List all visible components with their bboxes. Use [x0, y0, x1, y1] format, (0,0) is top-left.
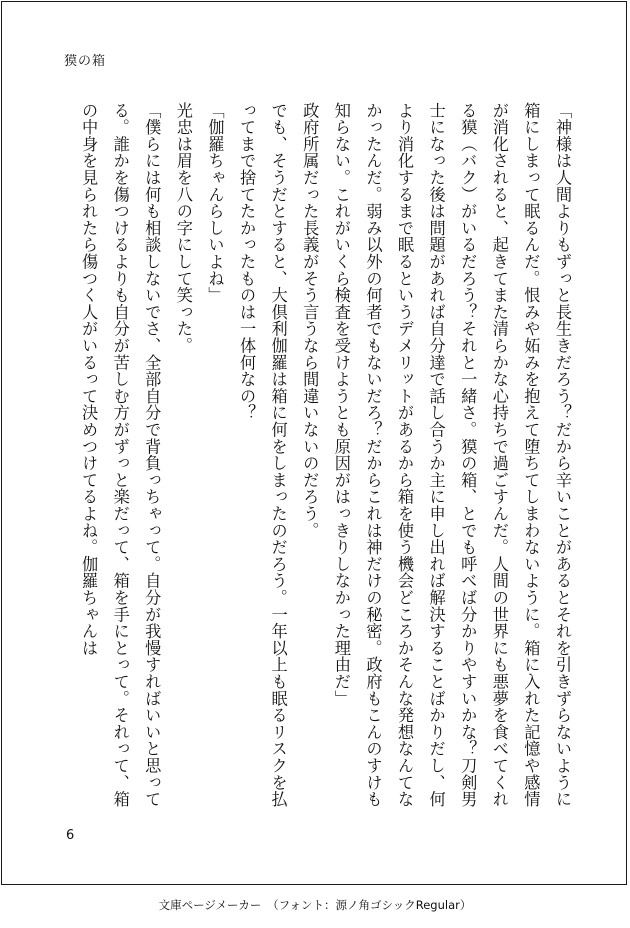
page-number: 6	[66, 828, 75, 843]
paragraph: 「伽羅ちゃんらしいよね」	[205, 102, 225, 304]
page-frame	[1, 1, 627, 885]
body-text	[73, 102, 579, 814]
paragraph: 「僕らには何も相談しないでさ、全部自分で背負っちゃって。自分が我慢すればいいと思ってる。誰かを傷つけるよりも自分が苦しむ方がずっと楽だって、箱を手にとって。それって、箱の中身を見られたら傷つく人がいるって決めつけてるよね。伽羅ちゃんは	[79, 102, 162, 808]
paragraph: 「神様は人間よりもずっと長生きだろう？だから辛いことがあるとそれを引きずらないように箱にしまって眠るんだ。恨みや妬みを抱えて堕ちてしまわないように。箱に入れた記憶や感情が消化されると、起きてまた清らかな心持ちで過ごすんだ。人間の世界にも悪夢を食べてくれる獏（バク）がいるだろう？それと一緒さ。獏の箱、とでも呼べば分かりやすいかな？刀剣男士になった後は問題があれば自分達で話し合うか主に申し出れば解決することばかりだし、何より消化するまで眠るというデメリットがあるから箱を使う機会どころかそんな発想なんてなかったんだ。弱み以外の何者でもないだろ？だからこれは神だけの秘密。政府もこんのすけも知らない。これがいくら検査を受けようとも原因がはっきりしなかった理由だ」	[331, 102, 572, 808]
running-header-title: 獏の箱	[64, 54, 107, 69]
paragraph: でも、そうだとすると、大倶利伽羅は箱に何をしまったのだろう。一年以上も眠るリスクを払ってまで捨てたかったものは一体何なの？	[237, 102, 288, 808]
paragraph: 光忠は眉を八の字にして笑った。	[173, 102, 193, 354]
footer-credit: 文庫ページメーカー （フォント：源ノ角ゴシックRegular）	[158, 898, 472, 912]
paragraph: 政府所属だった長義がそう言うなら間違いないのだろう。	[300, 102, 320, 539]
